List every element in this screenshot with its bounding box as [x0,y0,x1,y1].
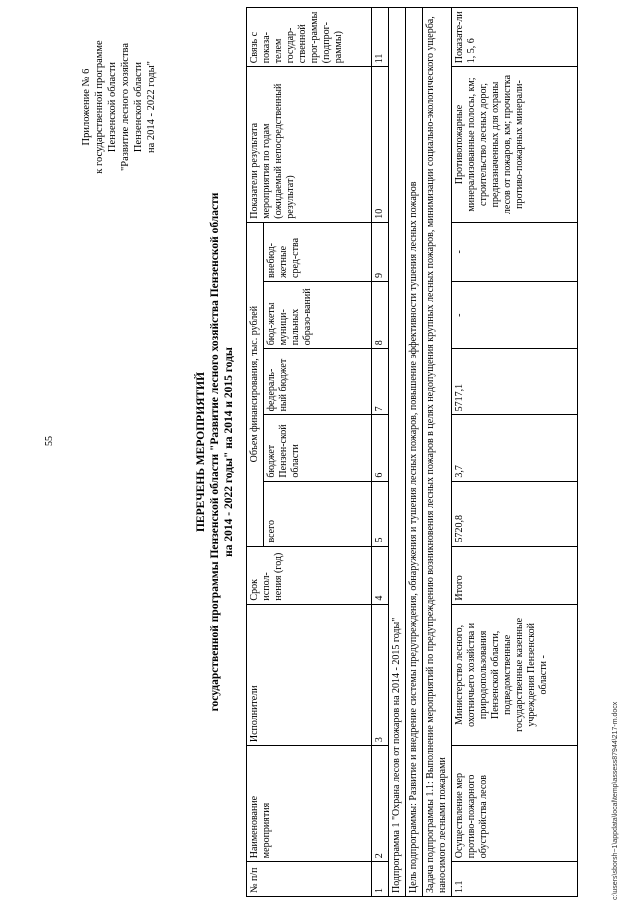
header-term: Срок испол-нения (год) [247,546,372,604]
subprogram-goal: Цель подпрограммы: Развитие и внедрение системы предупреждения, обнаружения и тушения лесных пожаров, повышение эффективности тушения лесных пожаров [406,8,423,897]
appendix-line: Пензенской области [107,61,118,153]
header-funding: Объем финансирования, тыс. рублей [247,222,264,546]
header-extra: внебюд-жетные сред-ства [264,222,372,281]
subprogram-title: Подпрограмма 1 "Охрана лесов от пожаров на 2014 - 2015 годы" [389,8,406,897]
column-number: 4 [372,546,389,604]
column-number: 3 [372,604,389,746]
appendix-line: Приложение № 6 [81,68,92,146]
row-result: Противопожарные минерализованные полосы, км; строительство лесных дорог, предназначенных для охраны лесов от пожаров, км; прочистка противо-пожарных минерали- [452,67,578,223]
column-number: 11 [372,8,389,67]
row-municipal: - [452,281,578,348]
row-link: Показате-ли 1, 5, 6 [452,8,578,67]
page-number: 55 [44,436,55,446]
rotated-page [72,7,612,897]
header-total: всего [264,481,372,546]
header-name: Наименование мероприятия [247,746,372,862]
title-line: государственной программы Пензенской области "Развитие лесного хозяйства Пензенской области [209,192,221,712]
header-result: Показатели результата мероприятия по годам (ожидаемый непосредственный результат) [247,67,372,223]
header-row [247,8,264,897]
row-federal: 5717,1 [452,349,578,415]
column-number: 9 [372,222,389,281]
row-regional: 3,7 [452,415,578,481]
column-number: 6 [372,415,389,481]
column-number: 10 [372,67,389,223]
goal-row [406,8,423,897]
activities-table [246,7,578,897]
document-title [194,7,236,897]
column-number: 2 [372,746,389,862]
column-number: 5 [372,481,389,546]
title-line: ПЕРЕЧЕНЬ МЕРОПРИЯТИЙ [195,371,207,533]
appendix-line: к государственной программе [94,40,105,174]
column-number: 1 [372,862,389,897]
row-extra: - [452,222,578,281]
row-total: 5720,8 [452,481,578,546]
column-number: 8 [372,281,389,348]
title-line: на 2014 - 2022 годы" на 2014 и 2015 годы [223,347,235,557]
header-regional: бюджет Пензен-ской области [264,415,372,481]
appendix-note [80,7,158,207]
subprogram-row [389,8,406,897]
header-num: № п/п [247,862,372,897]
column-number: 7 [372,349,389,415]
column-number-row [372,8,389,897]
row-name: Осуществление мер противо-пожарного обустройства лесов [452,746,578,862]
row-executor: Министерство лесного, охотничьего хозяйства и природопользования Пензенской области, подведомственные государственные казенные учреждения Пензенской области - [452,604,578,746]
task-row [423,8,452,897]
table-row [452,8,578,897]
appendix-line: Пензенской области [133,61,144,153]
appendix-line: "Развитие лесного хозяйства [120,42,131,172]
header-link: Связь с показа-телем государ-ственной прог-раммы (подпрог-раммы) [247,8,372,67]
row-term: Итого [452,546,578,604]
header-federal: федераль-ный бюджет [264,349,372,415]
header-executor: Исполнители [247,604,372,746]
appendix-line: на 2014 - 2022 годы" [146,61,157,153]
footer-file-path: c:\users\sborsh~1\appdata\local\temp\assess87944\217-m.docx [612,701,619,900]
subprogram-task: Задача подпрограммы 1.1: Выполнение мероприятий по предупреждению возникновения лесных пожаров в целях недопущения крупных лесных пожаров, минимизации социально-экологического ущерба, наносимого лесными пожарами [423,8,452,897]
row-num: 1.1 [452,862,578,897]
header-municipal: бюд-жеты муници-пальных образо-ваний [264,281,372,348]
